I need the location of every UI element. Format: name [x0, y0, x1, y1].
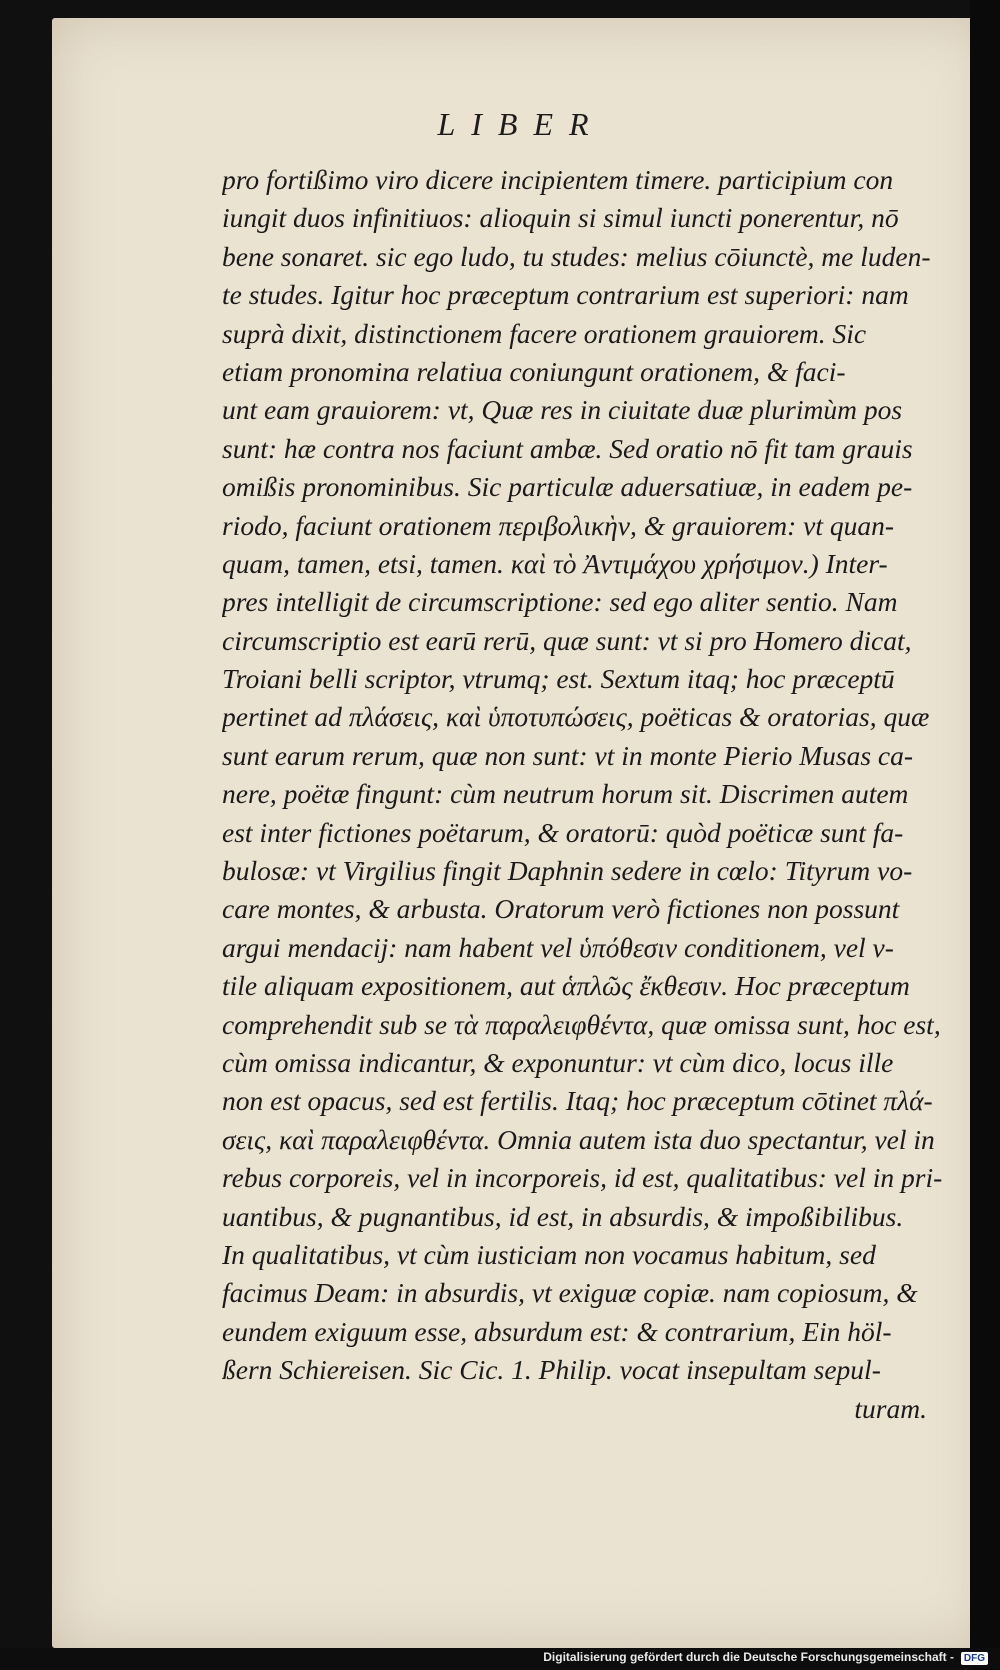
text-line: sunt earum rerum, quæ non sunt: vt in monte Pierio Musas ca- [222, 739, 914, 771]
text-line: cùm omissa indicantur, & exponuntur: vt cùm dico, locus ille [222, 1046, 894, 1078]
digitization-footer [0, 1648, 1000, 1668]
book-page [52, 18, 990, 1648]
text-line: bulosæ: vt Virgilius fingit Daphnin sedere in cœlo: Tityrum vo- [222, 855, 913, 887]
text-line: bene sonaret. sic ego ludo, tu studes: melius cōiunctè, me luden- [222, 240, 931, 272]
text-line: σεις, καὶ παραλειφθέντα. Omnia autem ista duo spectantur, vel in [222, 1123, 935, 1155]
text-line: pertinet ad πλάσεις, καὶ ὑποτυπώσεις, poëticas & oratorias, quæ [222, 701, 930, 733]
footer-credit: Digitalisierung gefördert durch die Deutsche Forschungsgemeinschaft - [543, 1650, 954, 1664]
text-line: nere, poëtæ fingunt: cùm neutrum horum sit. Discrimen autem [222, 778, 909, 810]
text-line: unt eam grauiorem: vt, Quæ res in ciuitate duæ plurimùm pos [222, 394, 903, 426]
text-line: tile aliquam expositionem, aut ἁπλῶς ἔκθεσιν. Hoc præceptum [222, 970, 910, 1002]
text-line: etiam pronomina relatiua coniungunt orationem, & faci- [222, 355, 846, 387]
text-line: pres intelligit de circumscriptione: sed ego aliter sentio. Nam [222, 586, 898, 618]
running-head: LIBER [437, 106, 605, 142]
text-line: te studes. Igitur hoc præceptum contrarium est superiori: nam [222, 279, 909, 311]
text-line: In qualitatibus, vt cùm iusticiam non vocamus habitum, sed [222, 1238, 876, 1270]
text-line: uantibus, & pugnantibus, id est, in absurdis, & impoßibilibus. [222, 1200, 904, 1232]
scan-edge [970, 0, 1000, 1670]
text-line: est inter fictiones poëtarum, & oratorū: quòd poëticæ sunt fa- [222, 816, 904, 848]
text-line: rebus corporeis, vel in incorporeis, id est, qualitatibus: vel in pri- [222, 1162, 943, 1194]
text-line: sunt: hæ contra nos faciunt ambæ. Sed oratio nō fit tam grauis [222, 432, 913, 464]
text-line: omißis pronominibus. Sic particulæ aduersatiuæ, in eadem pe- [222, 471, 913, 503]
text-line: circumscriptio est earū rerū, quæ sunt: vt si pro Homero dicat, [222, 624, 912, 656]
text-line: comprehendit sub se τὰ παραλειφθέντα, quæ omissa sunt, hoc est, [222, 1008, 941, 1040]
text-line: quam, tamen, etsi, tamen. καὶ τὸ Ἀντιμάχου χρήσιμον.) Inter- [222, 547, 888, 579]
text-line: riodo, faciunt orationem περιβολικὴν, & grauiorem: vt quan- [222, 509, 895, 541]
dfg-logo: DFG [961, 1652, 988, 1665]
text-line: pro fortißimo viro dicere incipientem timere. participium con [222, 164, 894, 195]
text-line: Troiani belli scriptor, vtrumq; est. Sextum itaq; hoc præceptū [222, 663, 895, 695]
text-line: suprà dixit, distinctionem facere orationem grauiorem. Sic [222, 317, 867, 349]
body-text [222, 161, 952, 1428]
text-line: iungit duos infinitiuos: alioquin si simul iuncti ponerentur, nō [222, 202, 899, 234]
text-line: ßern Schiereisen. Sic Cic. 1. Philip. vocat insepultam sepul- [222, 1354, 881, 1386]
text-line-last: turam. [854, 1392, 927, 1424]
text-line: facimus Deam: in absurdis, vt exiguæ copiæ. nam copiosum, & [222, 1277, 918, 1309]
text-line: non est opacus, sed est fertilis. Itaq; hoc præceptum cōtinet πλά- [222, 1085, 933, 1117]
text-line: care montes, & arbusta. Oratorum verò fictiones non possunt [222, 893, 900, 925]
text-line: eundem exiguum esse, absurdum est: & contrarium, Ein höl- [222, 1315, 892, 1347]
text-line: argui mendacij: nam habent vel ὑπόθεσιν conditionem, vel v- [222, 931, 894, 963]
